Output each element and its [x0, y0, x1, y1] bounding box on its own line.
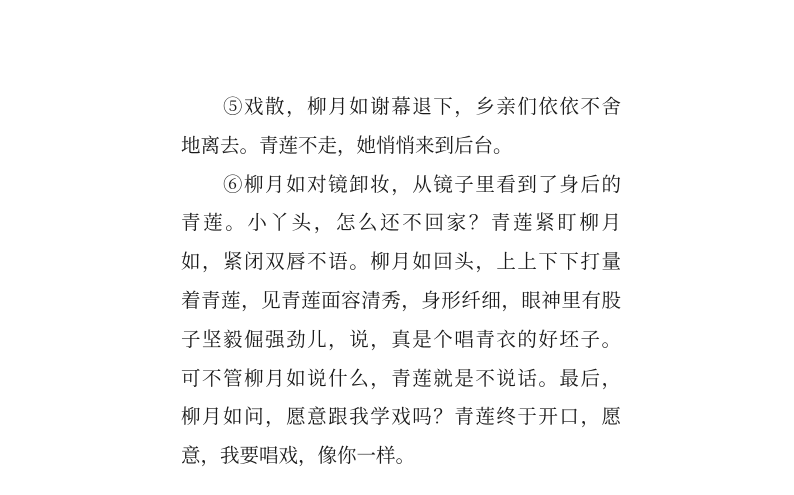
- text-line: 意，我要唱戏，像你一样。: [181, 444, 416, 468]
- text-line: 地离去。青莲不走，她悄悄来到后台。: [181, 133, 513, 157]
- text-line: 着青莲，见青莲面容清秀，身形纤细，眼神里有股: [181, 288, 621, 312]
- text-line: 青莲。小丫头，怎么还不回家？青莲紧盯柳月: [181, 211, 621, 235]
- text-line: 如，紧闭双唇不语。柳月如回头，上上下下打量: [181, 250, 621, 274]
- text-line: ⑥柳月如对镜卸妆，从镜子里看到了身后的: [223, 172, 621, 196]
- text-line: 柳月如问，愿意跟我学戏吗？青莲终于开口，愿: [181, 405, 621, 429]
- text-line: 子坚毅倔强劲儿，说，真是个唱青衣的好坯子。: [181, 327, 621, 351]
- story-text: [181, 88, 621, 476]
- paragraph-5: [181, 88, 621, 166]
- text-line: 可不管柳月如说什么，青莲就是不说话。最后，: [181, 366, 621, 390]
- text-line: ⑤戏散，柳月如谢幕退下，乡亲们依依不舍: [223, 95, 621, 118]
- paragraph-6: [181, 166, 621, 476]
